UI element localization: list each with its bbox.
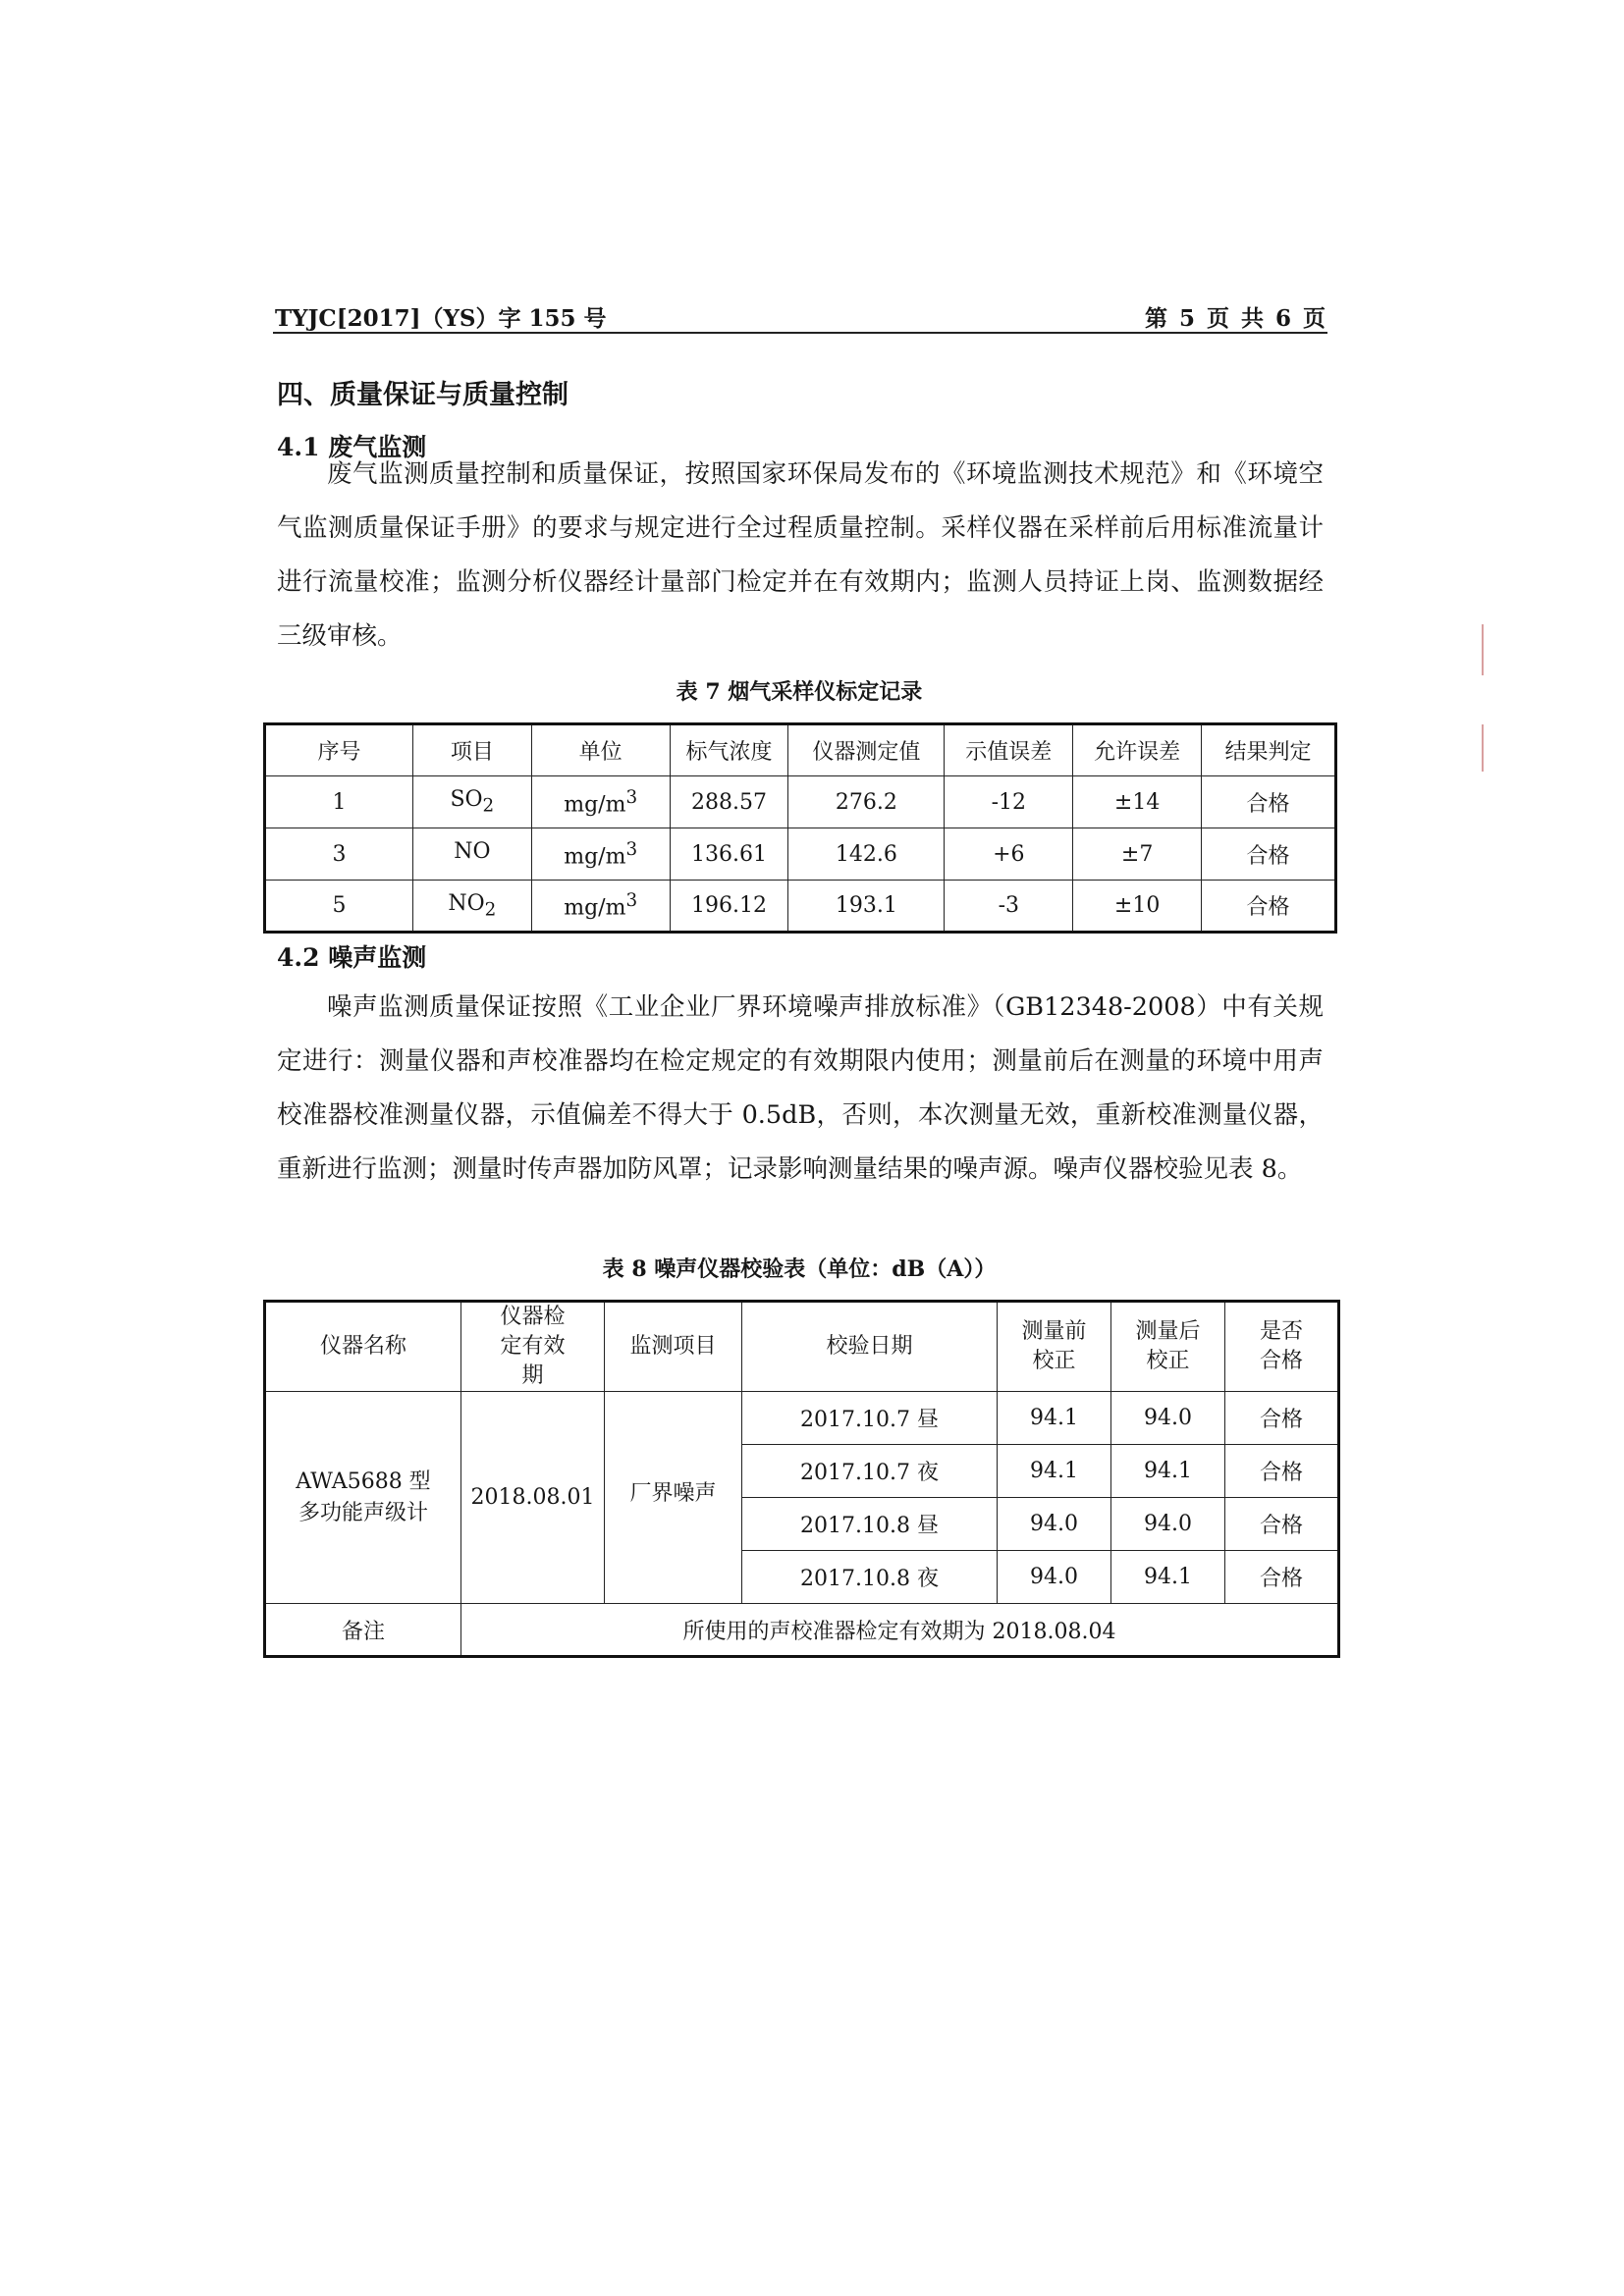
table-row [265,1392,1339,1445]
cell-before: 94.0 [998,1498,1111,1551]
item-name: NO [454,839,491,865]
cell-date: 2017.10.8 夜 [742,1551,998,1604]
column-header: 校验日期 [742,1302,998,1392]
cell-result: 合格 [1225,1445,1339,1498]
document-number: TYJC[2017]（YS）字 155 号 [275,305,607,332]
cell-unit [531,881,670,933]
cell-before: 94.1 [998,1392,1111,1445]
subsection-title-noise: 4.2 噪声监测 [277,943,427,972]
header-divider [273,332,1327,334]
subsection-title-exhaust-gas: 4.1 废气监测 [277,433,427,461]
cell-result: 合格 [1225,1392,1339,1445]
item-name: NO [448,890,485,916]
column-header: 监测项目 [605,1302,742,1392]
column-header: 标气浓度 [670,724,788,776]
unit-text: mg/m [564,844,626,870]
table-header-row [265,724,1336,776]
table7-caption: 表 7 烟气采样仪标定记录 [676,679,923,705]
column-header: 结果判定 [1202,724,1336,776]
column-header: 仪器测定值 [788,724,945,776]
cell-result: 合格 [1202,881,1336,933]
scan-mark [1482,624,1484,675]
unit-text: mg/m [564,792,626,818]
cell-date: 2017.10.8 昼 [742,1498,998,1551]
noise-paragraph [277,981,1324,1197]
table8-noise-calibration [263,1300,1340,1658]
table-row [265,828,1336,881]
column-header: 测量后校正 [1111,1302,1225,1392]
table-row [265,776,1336,828]
exhaust-gas-paragraph [277,448,1324,664]
item-name: SO [450,787,483,813]
cell-measured: 142.6 [788,828,945,881]
cell-error: -3 [945,881,1073,933]
noise-text: 噪声监测质量保证按照《工业企业厂界环境噪声排放标准》（GB12348-2008）中有关规定进行：测量仪器和声校准器均在检定规定的有效期限内使用；测量前后在测量的环境中用声校准器校准测量仪器，示值偏差不得大于 0.5dB，否则，本次测量无效，重新校准测量仪器，重新进行监测；测量时传声器加防风罩；记录影响测量结果的噪声源。噪声仪器校验见表 8。 [277,992,1324,1184]
cell-no: 5 [265,881,413,933]
cell-unit [531,776,670,828]
cell-result: 合格 [1225,1498,1339,1551]
cell-after: 94.1 [1111,1445,1225,1498]
column-header: 测量前校正 [998,1302,1111,1392]
page-number: 第 5 页 共 6 页 [1144,305,1327,332]
section-title: 四、质量保证与质量控制 [277,380,568,410]
cell-result: 合格 [1225,1551,1339,1604]
cell-item [412,776,531,828]
cell-after: 94.1 [1111,1551,1225,1604]
cell-std-concentration: 136.61 [670,828,788,881]
exhaust-gas-text: 废气监测质量控制和质量保证，按照国家环保局发布的《环境监测技术规范》和《环境空气监测质量保证手册》的要求与规定进行全过程质量控制。采样仪器在采样前后用标准流量计进行流量校准；监测分析仪器经计量部门检定并在有效期内；监测人员持证上岗、监测数据经三级审核。 [277,459,1324,651]
column-header: 仪器检定有效期 [461,1302,605,1392]
table-header-row [265,1302,1339,1392]
table8-caption: 表 8 噪声仪器校验表（单位：dB（A）） [602,1256,997,1282]
cell-unit [531,828,670,881]
cell-instrument-name: AWA5688 型多功能声级计 [265,1392,461,1604]
column-header: 允许误差 [1073,724,1202,776]
column-header: 单位 [531,724,670,776]
cell-date: 2017.10.7 昼 [742,1392,998,1445]
cell-std-concentration: 288.57 [670,776,788,828]
column-header: 是否合格 [1225,1302,1339,1392]
cell-allowed: ±10 [1073,881,1202,933]
unit-superscript: 3 [625,786,638,808]
scan-mark [1482,724,1484,772]
cell-item [412,881,531,933]
cell-no: 1 [265,776,413,828]
table7-calibration-record [263,722,1337,934]
cell-measured: 276.2 [788,776,945,828]
table-row-remark [265,1604,1339,1657]
unit-superscript: 3 [625,890,638,912]
cell-error: +6 [945,828,1073,881]
cell-allowed: ±14 [1073,776,1202,828]
cell-validity: 2018.08.01 [461,1392,605,1604]
cell-result: 合格 [1202,776,1336,828]
unit-superscript: 3 [625,838,638,860]
item-subscript: 2 [484,899,497,921]
cell-before: 94.0 [998,1551,1111,1604]
cell-date: 2017.10.7 夜 [742,1445,998,1498]
cell-result: 合格 [1202,828,1336,881]
column-header: 序号 [265,724,413,776]
cell-after: 94.0 [1111,1498,1225,1551]
column-header: 仪器名称 [265,1302,461,1392]
column-header: 示值误差 [945,724,1073,776]
cell-monitor-item: 厂界噪声 [605,1392,742,1604]
unit-text: mg/m [564,895,626,921]
column-header: 项目 [412,724,531,776]
cell-before: 94.1 [998,1445,1111,1498]
cell-remark: 所使用的声校准器检定有效期为 2018.08.04 [461,1604,1339,1657]
cell-remark-label: 备注 [265,1604,461,1657]
cell-after: 94.0 [1111,1392,1225,1445]
item-subscript: 2 [482,795,495,817]
cell-error: -12 [945,776,1073,828]
cell-std-concentration: 196.12 [670,881,788,933]
cell-item [412,828,531,881]
table-row [265,881,1336,933]
cell-allowed: ±7 [1073,828,1202,881]
cell-measured: 193.1 [788,881,945,933]
cell-no: 3 [265,828,413,881]
